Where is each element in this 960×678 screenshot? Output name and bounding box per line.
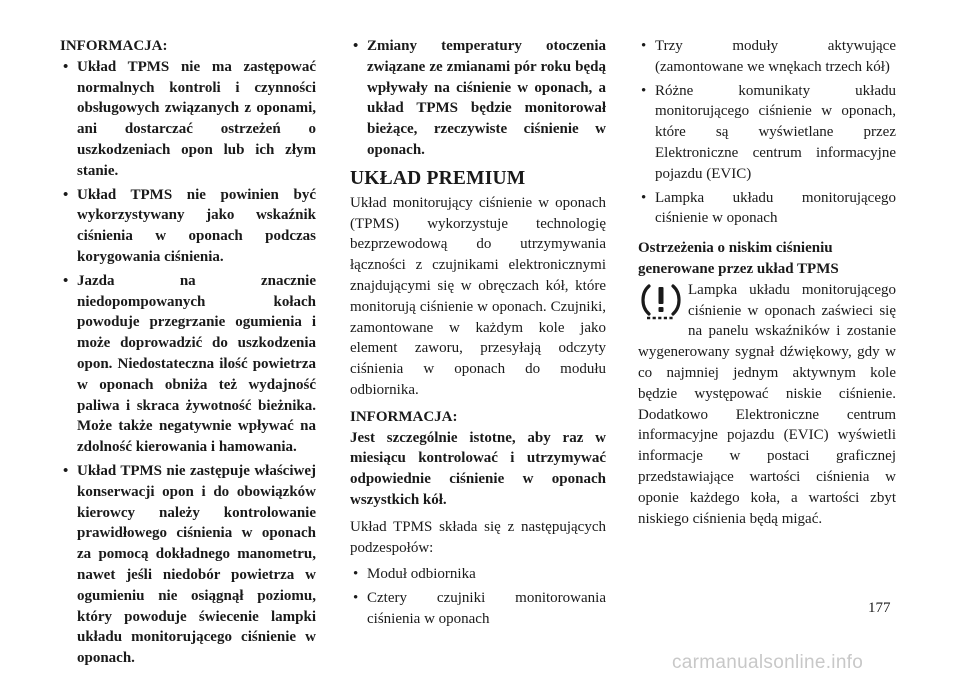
section-title: UKŁAD PREMIUM: [350, 167, 526, 189]
warning-heading: Ostrzeżenia o niskim ciśnieniu generowane przez układ TPMS: [638, 240, 839, 277]
info-heading-2: INFORMACJA:: [350, 408, 458, 425]
watermark: carmanualsonline.info: [672, 652, 864, 673]
info-bullet: • Układ TPMS nie ma zastępować normalnych kontroli i czynności obsługowych związanych z oponami, ani dostarczać ostrzeżeń o uszkodzeniach opon lub ich złym stanie.: [63, 58, 316, 179]
components-list-continued: [638, 36, 896, 229]
info-bullet: • Zmiany temperatury otoczenia związane ze zmianami pór roku będą wpływały na ciśnienie w oponach, a układ TPMS będzie monitorował bieżące, rzeczywiste ciśnienie w oponach.: [353, 38, 606, 158]
column-1: [60, 36, 316, 672]
components-intro: Układ TPMS składa się z następujących podzespołów:: [350, 518, 606, 556]
column-3: [638, 36, 896, 529]
column-2: [350, 36, 606, 633]
component-item: • Trzy moduły aktywujące (zamontowane we wnękach trzech kół): [641, 38, 896, 75]
component-item: • Cztery czujniki monitorowania ciśnienia w oponach: [353, 590, 606, 627]
info-bullet-list-1: [60, 57, 316, 669]
section-intro: Układ monitorujący ciśnienie w oponach (TPMS) wykorzystuje technologię bezprzewodową do utrzymywania łączności z czujnikami elektronicznymi znajdującymi się w obręczach kół, które monitorują ciśnienie w oponach. Czujniki, zamontowane w każdym kole jako element zaworu, przesyłają odczyty ciśnienia w oponach do modułu odbiornika.: [350, 194, 606, 398]
component-item: • Moduł odbiornika: [353, 566, 476, 583]
warning-text: Lampka układu monitorującego ciśnienie w oponach zaświeci się na panelu wskaźników i zostanie wygenerowany sygnał dźwiękowy, gdy w co najmniej jednym aktywnym kole będzie występować niskie ciśnienie. Dodatkowo Elektroniczne centrum informacyjne pojazdu (EVIC) wyświetli informacje w postaci graficznej przedstawiające wartości ciśnienia w oponie każdego koła, a wartości zbyt niskiego ciśnienia będą migać.: [638, 281, 896, 527]
page-number: 177: [868, 600, 891, 616]
info-bullet-list-continued: [350, 36, 606, 161]
info-bullet: • Układ TPMS nie zastępuje właściwej konserwacji opon i do obowiązków kierowcy należy kontrolowanie prawidłowego ciśnienia w oponach za pomocą dokładnego manometru, nawet jeśli niedobór powietrza w ogumieniu nie osiągnął poziomu, który powoduje świecenie lampki układu monitorującego ciśnienie w oponach.: [63, 462, 316, 667]
component-item: • Różne komunikaty układu monitorującego ciśnienie w oponach, które są wyświetlane przez Elektroniczne centrum informacyjne pojazdu (EVIC): [641, 82, 896, 182]
component-item: • Lampka układu monitorującego ciśnienie w oponach: [641, 189, 896, 227]
components-list: [350, 564, 606, 629]
info-bullet: • Jazda na znacznie niedopompowanych kołach powoduje przegrzanie ogumienia i może doprowadzić do uszkodzenia opon. Niedostateczna ilość powietrza w oponach obniża też wydajność paliwa i skraca żywotność bieżnika. Może także negatywnie wpływać na zdolność kierowania i hamowania.: [63, 272, 316, 456]
info-bullet: • Układ TPMS nie powinien być wykorzystywany jako wskaźnik ciśnienia w oponach podczas korygowania ciśnienia.: [63, 186, 316, 265]
info-note: Jest szczególnie istotne, aby raz w miesiącu kontrolować i utrzymywać odpowiednie ciśnienie w oponach wszystkich kół.: [350, 429, 606, 508]
warning-block: [638, 280, 896, 530]
tpms-warning-icon: [638, 282, 684, 322]
info-heading-1: INFORMACJA:: [60, 38, 168, 54]
